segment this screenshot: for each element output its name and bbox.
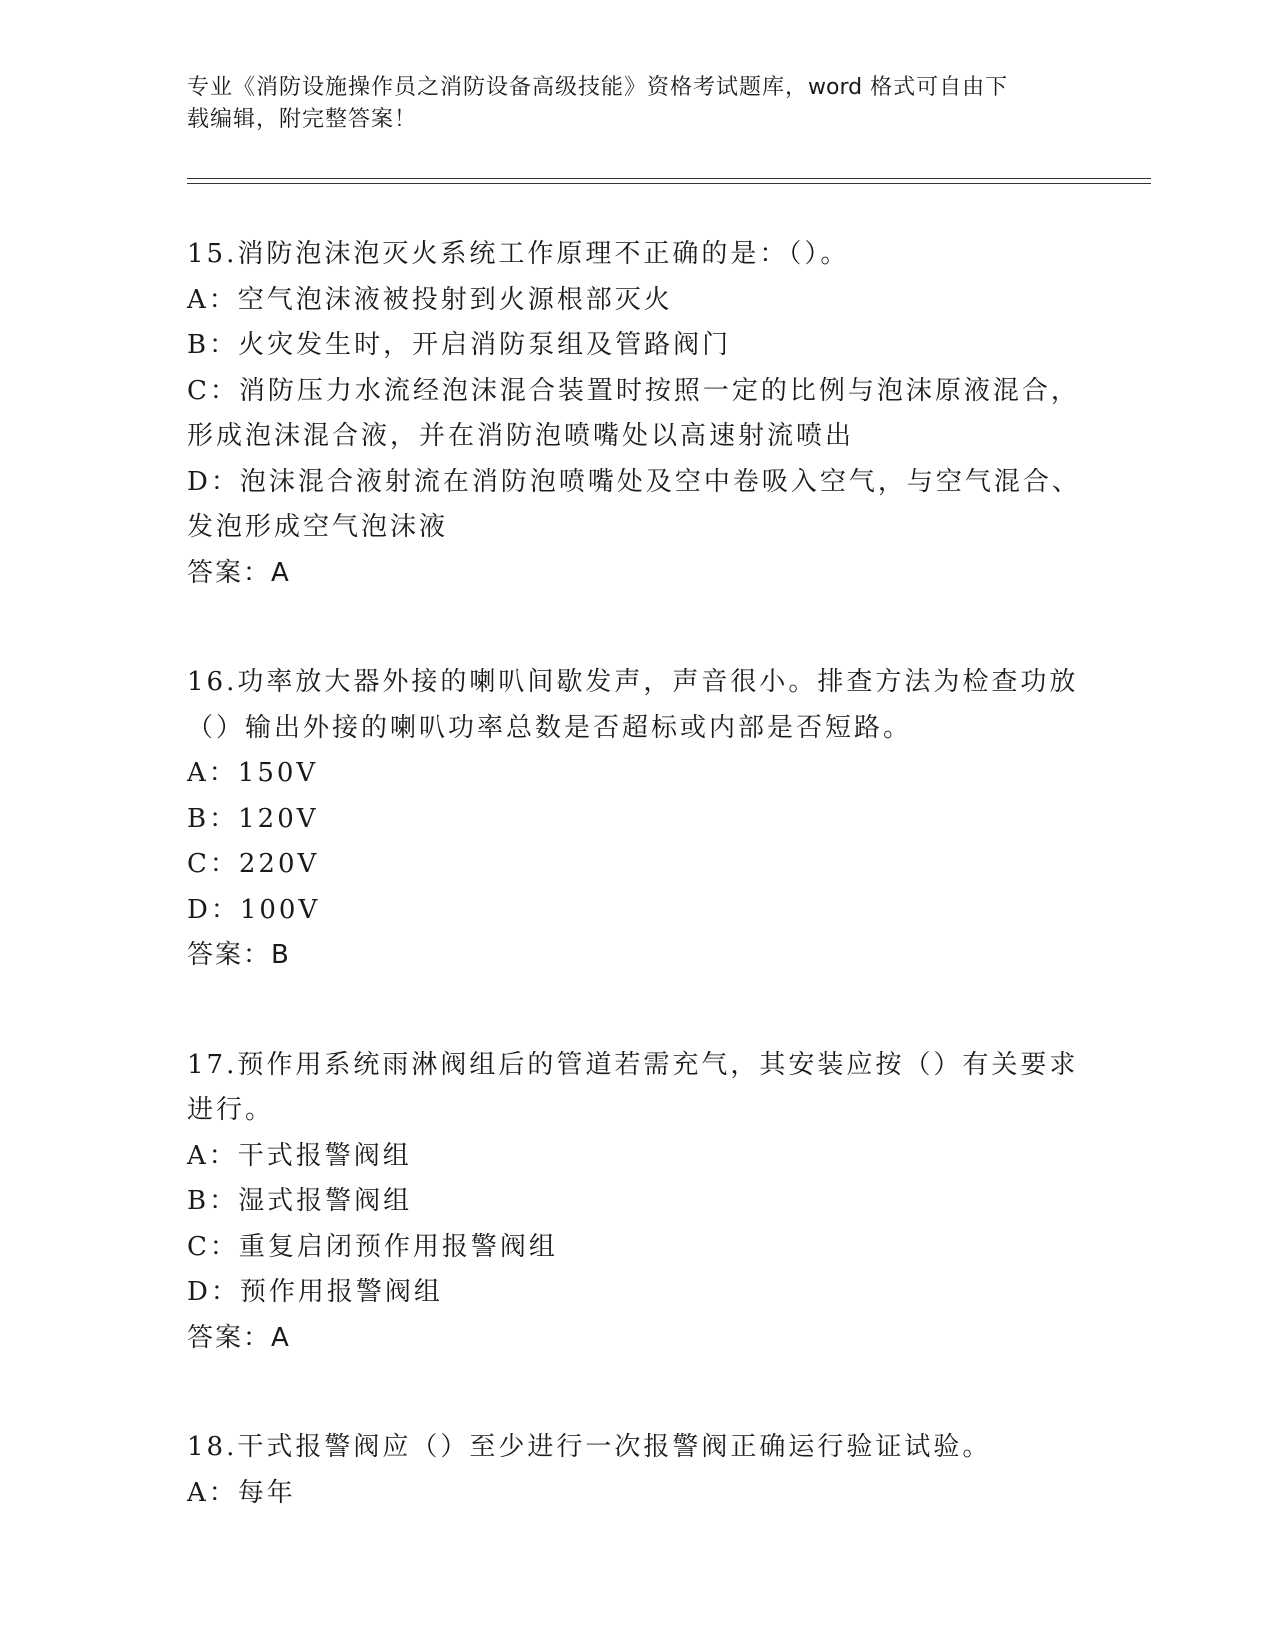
- question-stem: 18.干式报警阀应（）至少进行一次报警阀正确运行验证试验。: [187, 1432, 992, 1462]
- question-18: [187, 1425, 1087, 1516]
- question-stem: 15.消防泡沫泡灭火系统工作原理不正确的是：（）。: [187, 239, 850, 269]
- answer-text: 答案：A: [187, 557, 291, 588]
- option-a: A：干式报警阀组: [187, 1140, 412, 1171]
- option-c: C：消防压力水流经泡沫混合装置时按照一定的比例与泡沫原液混合，形成泡沫混合液，并在消防泡喷嘴处以高速射流喷出: [187, 375, 1080, 451]
- option-a: A：150V: [187, 758, 319, 788]
- header-text-line2: 载编辑，附完整答案！: [187, 107, 418, 132]
- header-text-part1: 专业《消防设施操作员之消防设备高级技能》资格考试题库，: [187, 75, 809, 100]
- option-d: D：泡沫混合液射流在消防泡喷嘴处及空中卷吸入空气，与空气混合、发泡形成空气泡沫液: [187, 466, 1081, 542]
- question-stem: 16.功率放大器外接的喇叭间歇发声，声音很小。排查方法为检查功放（）输出外接的喇叭功率总数是否超标或内部是否短路。: [187, 667, 1079, 743]
- question-15: [187, 232, 1087, 596]
- question-17: [187, 1043, 1087, 1362]
- header-text-part2: 格式可自由下: [862, 75, 1009, 100]
- option-b: B：湿式报警阀组: [187, 1186, 413, 1216]
- question-list: [187, 232, 1087, 1580]
- header-word-text: word: [808, 75, 863, 100]
- option-d: D：100V: [187, 894, 321, 925]
- option-a: A：空气泡沫液被投射到火源根部灭火: [187, 284, 673, 315]
- option-b: B：火灾发生时，开启消防泵组及管路阀门: [187, 330, 732, 360]
- header-divider-top: [187, 178, 1151, 179]
- answer-text: 答案：A: [187, 1322, 291, 1353]
- option-b: B：120V: [187, 803, 319, 834]
- answer-text: 答案：B: [187, 940, 291, 970]
- option-c: C：220V: [187, 849, 320, 879]
- option-c: C：重复启闭预作用报警阀组: [187, 1231, 558, 1262]
- question-stem: 17.预作用系统雨淋阀组后的管道若需充气，其安装应按（）有关要求进行。: [187, 1049, 1079, 1125]
- document-header: [187, 72, 1087, 136]
- header-divider-bottom: [187, 183, 1151, 184]
- option-d: D：预作用报警阀组: [187, 1277, 443, 1307]
- option-a: A：每年: [187, 1477, 296, 1508]
- question-16: [187, 660, 1087, 979]
